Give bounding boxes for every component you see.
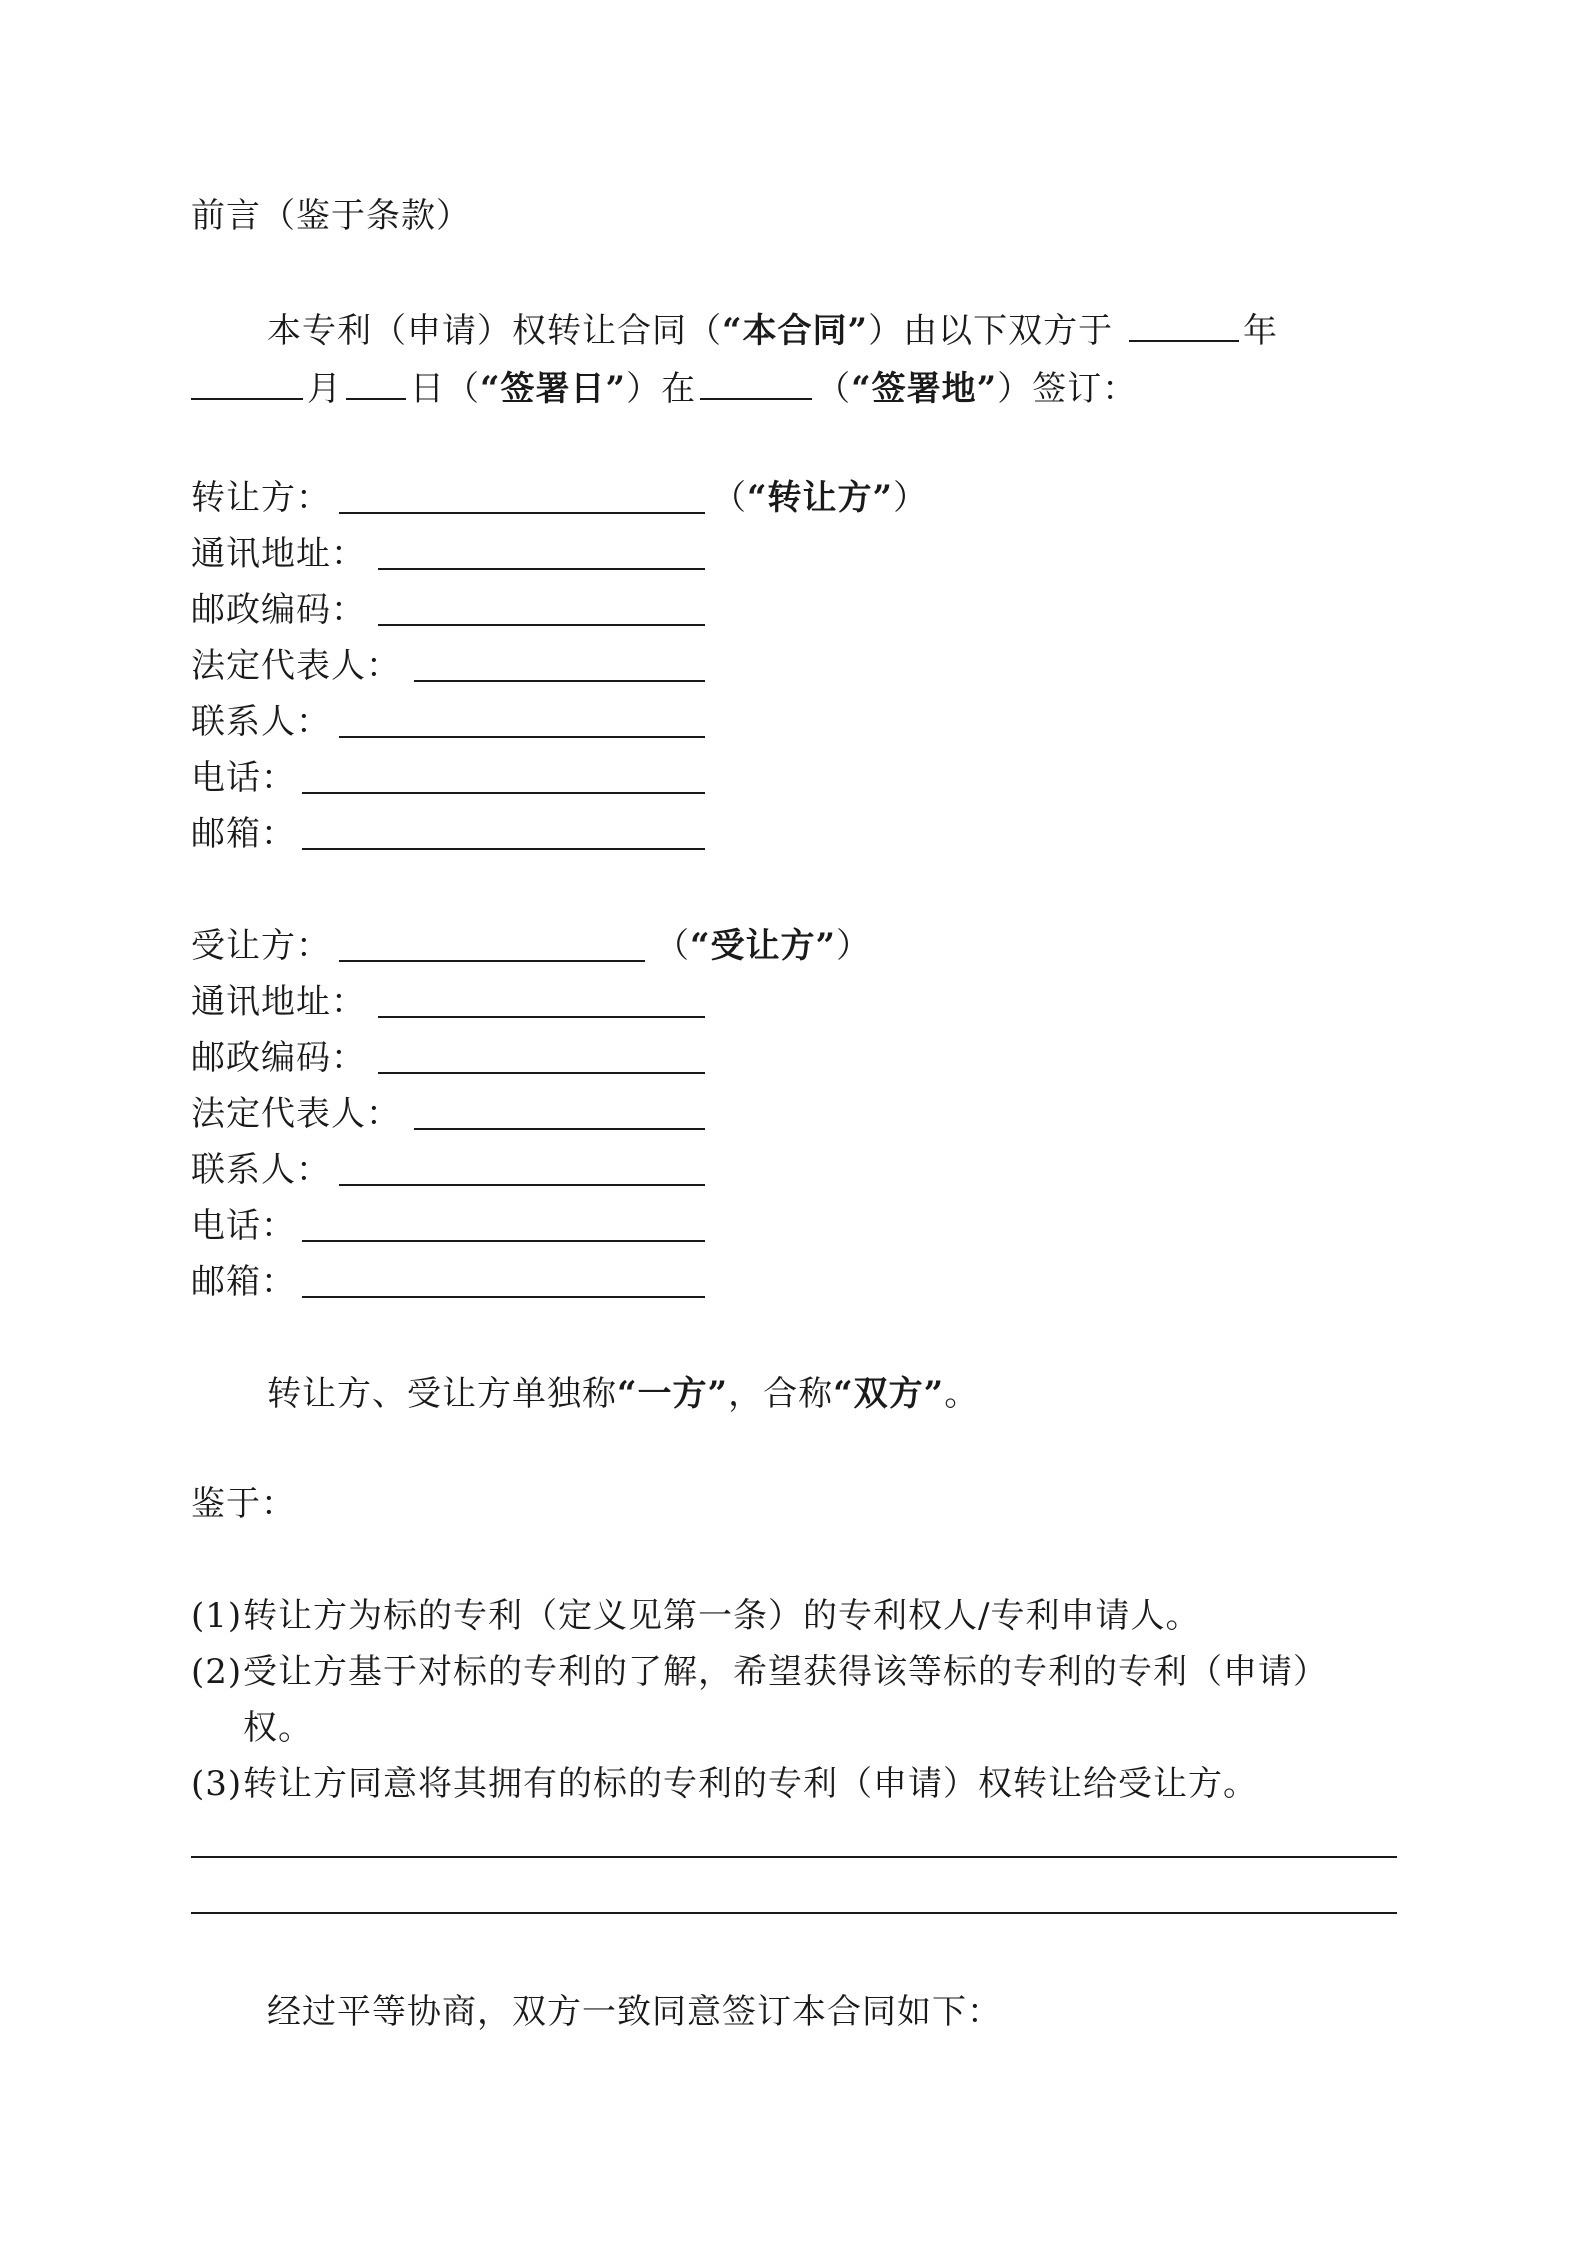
transferor-label: 转让方： [191,478,331,518]
transferee-postcode-label: 邮政编码： [191,1038,366,1078]
paren-close: ） [893,478,929,518]
transferor-name-blank[interactable] [339,512,705,514]
item-text: 权。 [243,1708,313,1748]
year-label: 年 [1242,311,1278,351]
intro-text: ）在 [626,369,697,409]
transferor-phone-label: 电话： [191,758,296,798]
whereas-item-1 [191,1596,1200,1636]
item-number: (3) [191,1764,243,1804]
contract-label: “本合同” [722,311,869,351]
collective-text: 转让方、受让方单独称 [267,1374,617,1414]
transferee-contact-blank[interactable] [339,1184,705,1186]
both-parties-label: “双方” [833,1374,945,1414]
month-blank[interactable] [191,366,303,400]
transferor-alias [712,478,928,518]
transferor-email-blank[interactable] [302,848,705,850]
intro-text: 本专利（申请）权转让合同（ [267,311,722,351]
transferee-name-row [191,926,331,966]
blank-line-1[interactable] [191,1856,1397,1858]
transferor-address-label: 通讯地址： [191,534,366,574]
transferee-address-label: 通讯地址： [191,982,366,1022]
month-label: 月 [307,369,342,409]
intro-text: ）由以下双方于 [868,311,1114,351]
year-blank[interactable] [1129,308,1239,342]
date-label: “签署日” [480,369,627,409]
transferor-postcode-label: 邮政编码： [191,590,366,630]
blank-line-2[interactable] [191,1912,1397,1914]
place-label: “签署地” [851,369,998,409]
transferor-name-row [191,478,331,518]
transferee-email-blank[interactable] [302,1296,705,1298]
transferee-phone-blank[interactable] [302,1240,705,1242]
intro-line-1 [267,308,1278,351]
paren-close: ） [836,926,872,966]
paren-open: （ [655,926,690,966]
transferor-contact-label: 联系人： [191,702,331,742]
paren-open: （ [712,478,747,518]
whereas-item-3 [191,1764,1258,1804]
day-blank[interactable] [346,366,406,400]
transferor-legal-rep-blank[interactable] [414,680,705,682]
transferee-phone-label: 电话： [191,1206,296,1246]
whereas-item-2-cont [191,1708,313,1748]
item-number: (1) [191,1596,243,1636]
collective-definition [267,1374,979,1414]
intro-text: ）签订： [997,369,1138,409]
transferee-postcode-blank[interactable] [378,1072,705,1074]
intro-text: （ [816,369,852,409]
transferee-contact-label: 联系人： [191,1150,331,1190]
item-number: (2) [191,1652,243,1692]
closing-statement: 经过平等协商，双方一致同意签订本合同如下： [267,1992,1002,2032]
transferor-alias-text: “转让方” [747,478,894,518]
day-label: 日（ [410,369,480,409]
transferee-alias-text: “受让方” [690,926,837,966]
transferee-legal-rep-blank[interactable] [414,1128,705,1130]
transferor-legal-rep-label: 法定代表人： [191,646,401,686]
transferee-legal-rep-label: 法定代表人： [191,1094,401,1134]
transferee-address-blank[interactable] [378,1016,705,1018]
one-party-label: “一方” [617,1374,729,1414]
transferee-alias [655,926,871,966]
transferee-label: 受让方： [191,926,331,966]
intro-line-2 [191,366,1137,409]
transferor-address-blank[interactable] [378,568,705,570]
transferor-contact-blank[interactable] [339,736,705,738]
transferor-email-label: 邮箱： [191,814,296,854]
section-heading: 前言（鉴于条款） [191,196,471,236]
item-text: 转让方为标的专利（定义见第一条）的专利权人/专利申请人。 [243,1596,1201,1636]
collective-text: 。 [944,1374,980,1414]
transferee-email-label: 邮箱： [191,1262,296,1302]
transferor-phone-blank[interactable] [302,792,705,794]
transferee-name-blank[interactable] [339,960,645,962]
whereas-item-2 [191,1652,1328,1692]
place-blank[interactable] [700,366,812,400]
item-text: 受让方基于对标的专利的了解，希望获得该等标的专利的专利（申请） [243,1652,1328,1692]
transferor-postcode-blank[interactable] [378,624,705,626]
collective-text: ，合称 [728,1374,834,1414]
whereas-title: 鉴于： [191,1484,296,1524]
item-text: 转让方同意将其拥有的标的专利的专利（申请）权转让给受让方。 [243,1764,1258,1804]
